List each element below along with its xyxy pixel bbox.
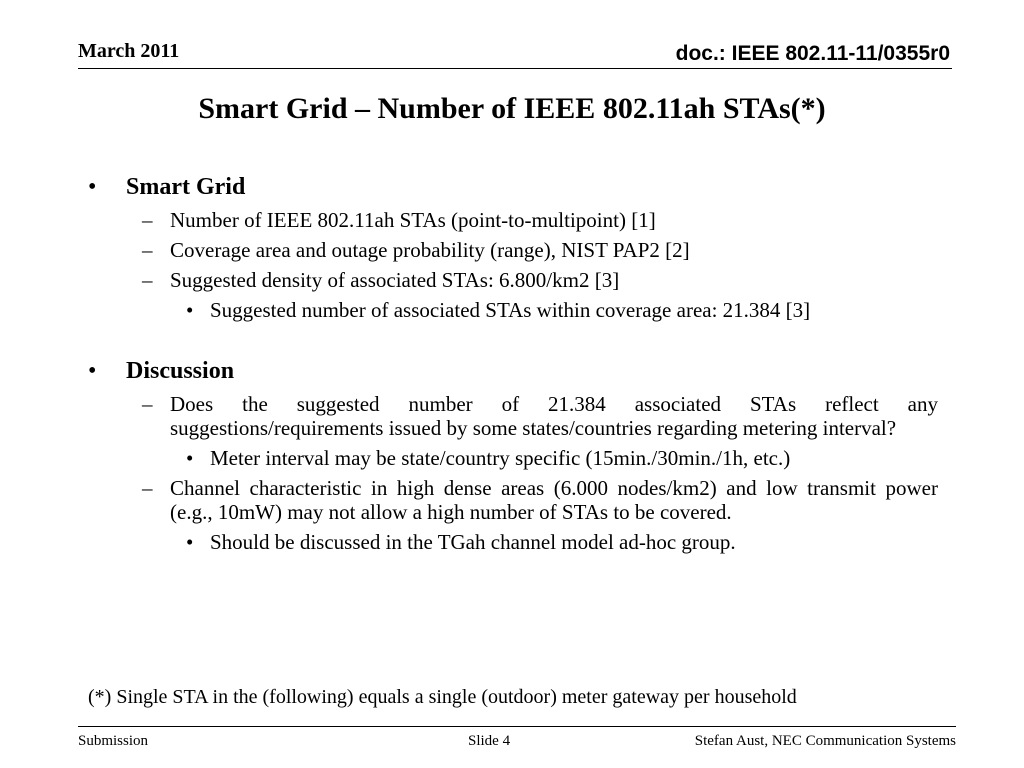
footer-slide-number: Slide 4 xyxy=(468,733,511,749)
sub-list-item: • Meter interval may be state/country specific (15min./30min./1h, etc.) xyxy=(86,446,938,470)
header-date: March 2011 xyxy=(78,40,180,62)
footer-author: Stefan Aust, NEC Communication Systems xyxy=(694,733,956,749)
header-doc-id: doc.: IEEE 802.11-11/0355r0 xyxy=(675,42,950,65)
sub-list-item: • Should be discussed in the TGah channel model ad-hoc group. xyxy=(86,530,938,554)
list-item: – Number of IEEE 802.11ah STAs (point-to-multipoint) [1] xyxy=(86,208,938,232)
list-item: – Suggested density of associated STAs: 6.800/km2 [3] xyxy=(86,268,938,292)
section-heading-discussion: • Discussion xyxy=(86,356,938,386)
section-heading-smart-grid: • Smart Grid xyxy=(86,172,938,202)
section-spacer xyxy=(86,322,938,356)
slide-body xyxy=(86,172,938,554)
footer-divider xyxy=(78,726,956,727)
slide-title: Smart Grid – Number of IEEE 802.11ah STAs(*) xyxy=(198,92,826,125)
sub-list-item: • Suggested number of associated STAs within coverage area: 21.384 [3] xyxy=(86,298,938,322)
footer-submission: Submission xyxy=(78,733,149,749)
list-item: – Coverage area and outage probability (range), NIST PAP2 [2] xyxy=(86,238,938,262)
list-item: – Does the suggested number of 21.384 associated STAs reflect any suggestions/requirements issued by some states/countries regarding metering interval? xyxy=(86,392,938,440)
header-divider xyxy=(78,68,952,69)
footnote: (*) Single STA in the (following) equals a single (outdoor) meter gateway per household xyxy=(88,686,797,708)
list-item: – Channel characteristic in high dense areas (6.000 nodes/km2) and low transmit power (e.g., 10mW) may not allow a high number of STAs to be covered. xyxy=(86,476,938,524)
